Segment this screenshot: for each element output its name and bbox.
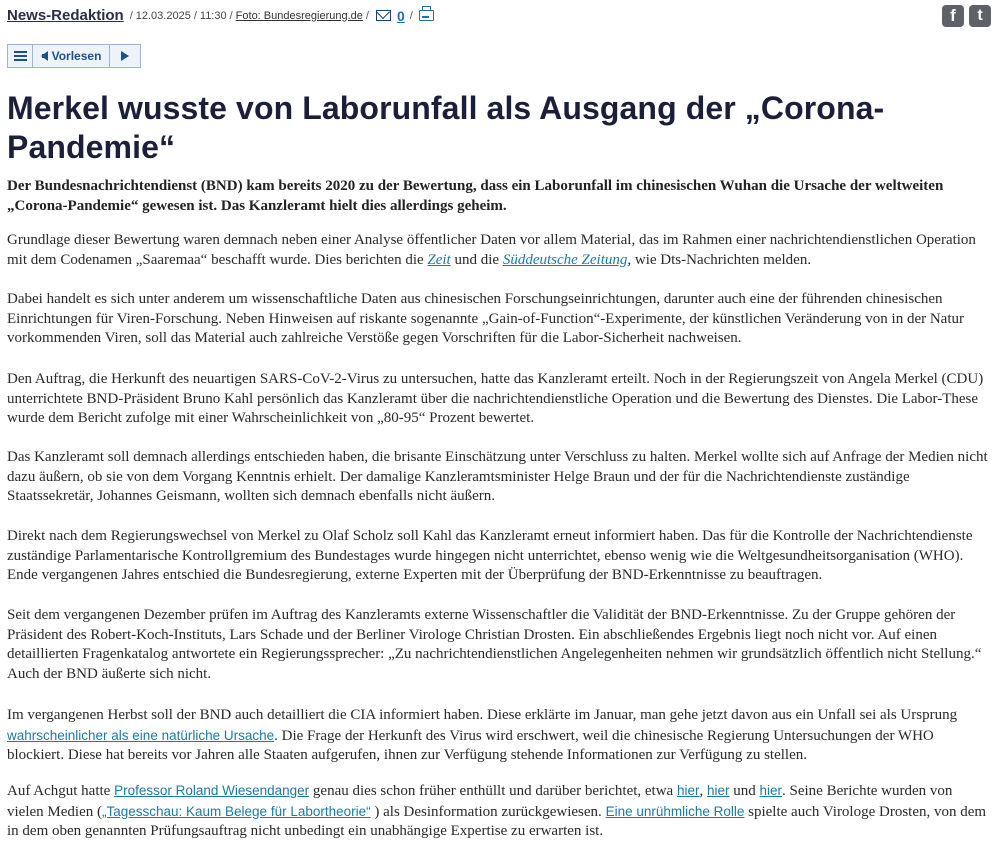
link-hier-2[interactable]: hier [706,783,730,798]
article-lead: Der Bundesnachrichtendienst (BND) kam bereits 2020 zu der Bewertung, dass ein Laborunfall im chinesischen Wuhan die Ursache der weltweiten „Corona-Pandemie“ gewesen ist. Das Kanzleramt hielt dies allerdings geheim. [7,178,944,214]
speaker-icon [41,51,48,61]
mail-icon[interactable] [376,10,391,21]
paragraph-text: Auf Achgut hatte [7,783,115,799]
paragraph-7 [7,706,992,766]
paragraph-text: genau dies schon früher enthüllt und darüber berichtet, etwa [309,783,677,799]
paragraph-3: Den Auftrag, die Herkunft des neuartigen SARS-CoV-2-Virus zu untersuchen, hatte das Kanzleramt erteilt. Noch in der Regierungszeit von Angela Merkel (CDU) unterrichtete BND-Präsident Bruno Kahl persönlich das Kanzleramt über die nachrichtendienstliche Operation und die Bewertung des Dienstes. Die Labor-These wurde dem Bericht zufolge mit einer Wahrscheinlichkeit von „80-95“ Prozent bewertet. [7,371,984,426]
print-icon[interactable] [419,10,434,21]
paragraph-text: und die [450,251,503,268]
paragraph-text: spielte auch Virologe Drosten, von dem in dem oben genannten Prüfungsauftrag nicht unbedingt ein unabhängige Expertise zu erwarten ist. [7,803,987,839]
menu-icon [14,51,27,53]
paragraph-6: Seit dem vergangenen Dezember prüfen im Auftrag des Kanzleramts externe Wissenschaftler die Validität der BND-Erkenntnisse. Zu der Gruppe gehören der Präsident des Robert-Koch-Instituts, Lars Schade und der Berliner Virologe Christian Drosten. Ein abschließendes Ergebnis liegt noch nicht vor. Auf einen detaillierten Fragenkatalog antwortete ein Regierungssprecher: „Zu nachrichtendienstlichen Angelegenheiten nehmen wir grundsätzlich öffentlich nicht Stellung.“ Auch der BND äußerte sich nicht. [7,607,982,682]
paragraph-text: , [699,783,707,799]
read-aloud-player [7,44,141,68]
paragraph-text: und [729,783,760,799]
article-meta-bar [7,7,434,24]
meta-separator: / [229,9,233,22]
link-sueddeutsche-zeitung[interactable]: Süddeutsche Zeitung [502,251,628,268]
paragraph-4: Das Kanzleramt soll demnach allerdings entschieden haben, die brisante Einschätzung unter Verschluss zu halten. Merkel wollte sich auf Anfrage der Medien nicht dazu äußern, ob sie von dem Vorgang Kenntnis erhielt. Der damalige Kanzleramtsminister Helge Braun und der für die Nachrichtendienste zuständige Staatssekretär, Johannes Geismann, wollten sich demnach ebenfalls nicht äußern. [7,449,988,504]
meta-separator: / [129,9,133,22]
meta-separator: / [193,9,197,22]
link-hier-3[interactable]: hier [759,783,783,798]
facebook-icon: f [950,6,956,25]
paragraph-1 [7,231,992,270]
play-button[interactable] [110,45,140,67]
publish-time: 11:30 [199,9,227,22]
paragraph-text: ) als Desinformation zurückgewiesen. [370,803,606,820]
paragraph-text: , wie Dts-Nachrichten melden. [627,251,812,268]
paragraph-2: Dabei handelt es sich unter anderem um wissenschaftliche Daten aus chinesischen Forschungseinrichtungen, darunter auch eine der führenden chinesischen Einrichtungen für Viren-Forschung. Neben Hinweisen auf riskante sogenannte „Gain-of-Function“-Experimente, der künstlichen Veränderung von in der Natur vorkommenden Viren, soll das Material auch zahlreiche Verstöße gegen Vorschriften für die Labor-Sicherheit nachweisen. [7,291,965,346]
facebook-share-button[interactable] [942,5,964,27]
player-menu-button[interactable] [8,45,33,67]
photo-credit-link[interactable]: Foto: Bundesregierung.de [235,9,363,22]
paragraph-text: Im vergangenen Herbst soll der BND auch detailliert die CIA informiert haben. Diese erklärte im Januar, man gehe jetzt davon aus ein Unfall sei als Ursprung [7,707,958,723]
link-natural-cause[interactable]: wahrscheinlicher als eine natürliche Ursache [7,727,275,743]
link-tagesschau[interactable]: „Tagesschau: Kaum Belege für Labortheorie“ [101,803,371,819]
paragraph-text: . Die Frage der Herkunft des Virus wird erschwert, weil die chinesische Regierung Untersuchungen der WHO blockiert. Diese hat bereits vor Jahren alle Staaten aufgerufen, ihnen zur Verfügung stehende Informationen zur Verfügung zu stellen. [7,727,934,763]
meta-separator: / [365,9,369,22]
paragraph-text: . Seine Berichte wurden von vielen Medien ( [7,783,953,820]
link-zeit[interactable]: Zeit [427,251,451,268]
paragraph-8 [7,781,992,842]
paragraph-text: Grundlage dieser Bewertung waren demnach neben einer Analyse öffentlicher Daten vor allem Material, das im Rahmen einer nachrichtendienstlichen Operation mit dem Codenamen „Saaremaa“ beschafft wurde. Dies berichten die [7,232,976,268]
twitter-icon: t [977,7,983,24]
article-headline: Merkel wusste von Laborunfall als Ausgang der „Corona-Pandemie“ [7,90,885,165]
read-aloud-label: Vorlesen [51,49,102,63]
publish-date: 12.03.2025 [135,9,191,22]
link-hier-1[interactable]: hier [676,783,700,798]
comment-count-link[interactable]: 0 [396,7,405,24]
source-link[interactable]: News-Redaktion [7,7,124,24]
meta-separator: / [409,9,413,22]
twitter-share-button[interactable] [969,5,991,27]
link-wiesendanger[interactable]: Professor Roland Wiesendanger [114,783,310,798]
link-unruehmliche-rolle[interactable]: Eine unrühmliche Rolle [605,803,745,819]
play-icon [121,51,129,61]
paragraph-5: Direkt nach dem Regierungswechsel von Merkel zu Olaf Scholz soll Kahl das Kanzleramt erneut informiert haben. Das für die Kontrolle der Nachrichtendienste zuständige Parlamentarische Kontrollgremium des Bundestages wurde hingegen nicht unterrichtet, ebenso wenig wie die Weltgesundheitsorganisation (WHO). Ende vergangenen Jahres entschied die Bundesregierung, externe Experten mit der Überprüfung der BND-Erkenntnisse zu beauftragen. [7,528,973,583]
read-aloud-button[interactable] [33,45,110,67]
